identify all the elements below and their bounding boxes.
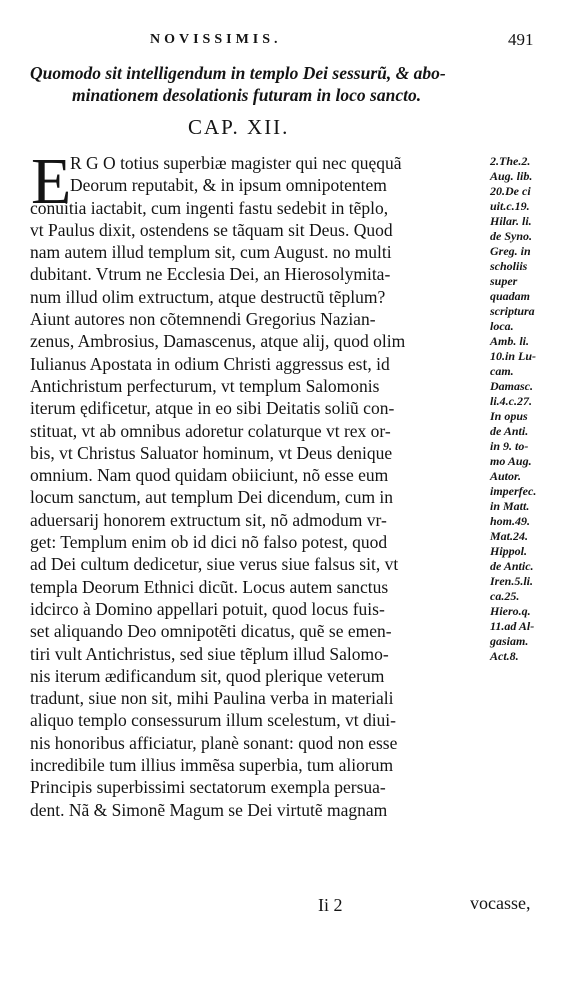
margin-note: in 9. to- [490,439,529,453]
margin-note: 20.De ci [490,184,531,198]
margin-note: in Matt. [490,499,530,513]
chapter-title: CAP. XII. [188,115,290,139]
margin-note: Hilar. li. [490,214,532,228]
margin-note: Hiero.q. [490,604,531,618]
margin-note: de Antic. [490,559,534,573]
heading-line-1: Quomodo sit intelligendum in templo Dei sessurũ, & abo- [30,63,446,83]
body-line: iterum ędificetur, atque in eo sibi Deitatis soliũ con- [30,398,395,419]
margin-note: Mat.24. [490,529,529,543]
margin-note: de Anti. [490,424,529,438]
body-line: tradunt, siue non sit, mihi Paulina verba in materiali [30,688,394,709]
body-line: aduersarij honorem extructum sit, nõ admodum vr- [30,509,387,530]
body-line: Aiunt autores non cõtemnendi Gregorius Nazian- [30,309,376,330]
body-line: templa Deorum Ethnici dicũt. Locus autem sanctus [30,576,389,597]
margin-note: Greg. in [490,244,531,258]
body-line: Principis superbissimi sectatorum exempla persua- [30,777,386,798]
margin-note: Amb. li. [490,334,530,348]
margin-note: Hippol. [490,544,528,558]
chapter-heading [30,62,500,106]
body-line: tiri vult Antichristus, sed siue tẽplum illud Salomo- [30,643,389,664]
body-line: nis iterum ædificandum sit, quod plerique veterum [30,665,385,686]
margin-note: de Syno. [490,229,532,243]
drop-cap: E [31,145,72,218]
body-line: bis, vt Christus Saluator hominum, vt Deus denique [30,442,393,463]
body-line: stituat, vt ab omnibus adoretur colaturque vt rex or- [30,420,391,441]
body-line: conuitia iactabit, cum ingenti fastu sedebit in tẽplo, [30,197,389,218]
margin-note: Iren.5.li. [490,574,534,588]
margin-note: 2.The.2. [490,154,531,168]
running-head: NOVISSIMIS. [150,32,282,47]
catchword: vocasse, [470,893,531,913]
margin-note: In opus [490,409,528,423]
margin-note: gasiam. [490,634,529,648]
body-line: omnium. Nam quod quidam obiiciunt, nõ esse eum [30,465,389,486]
margin-note: Damasc. [490,379,533,393]
margin-note: loca. [490,319,514,333]
body-line: vt Paulus dixit, ostendens se tãquam sit Deus. Quod [30,219,393,240]
margin-note: imperfec. [490,484,537,498]
margin-note: hom.49. [490,514,531,528]
margin-note: scholiis [490,259,528,273]
heading-line-2: minationem desolationis futuram in loco sancto. [72,85,422,105]
margin-note: uit.c.19. [490,199,530,213]
page-number: 491 [508,30,534,49]
margin-note: scriptura [490,304,535,318]
body-line: nis honoribus afficiatur, planè sonant: quod non esse [30,732,398,753]
body-line: Antichristum perfecturum, vt templum Salomonis [30,375,380,396]
margin-note: quadam [490,289,531,303]
body-line: set aliquando Deo omnipotẽti dicatus, quẽ se emen- [30,621,392,642]
body-line: dubitant. Vtrum ne Ecclesia Dei, an Hierosolymita- [30,264,391,285]
margin-note: Aug. lib. [490,169,533,183]
body-line: zenus, Ambrosius, Damascenus, atque alij, quod olim [30,331,406,352]
body-text [30,145,490,821]
body-line: incredibile tum illius immẽsa superbia, tum aliorum [30,755,394,776]
body-line: nam autem illud templum sit, cum August. no multi [30,242,392,263]
margin-note: super [490,274,518,288]
body-line: idcirco à Domino appellari potuit, quod locus fuis- [30,598,385,619]
margin-note: 10.in Lu- [490,349,537,363]
margin-note: Autor. [490,469,522,483]
body-line: locum sanctum, aut templum Dei dicendum, cum in [30,487,394,508]
body-line: Deorum reputabit, & in ipsum omnipotentem [70,175,387,196]
margin-notes [490,154,580,664]
body-line: num illud olim extructum, atque destructũ tẽplum? [30,286,386,307]
body-line: R G O totius superbiæ magister qui nec quęquã [70,153,402,173]
margin-note: Act.8. [490,649,519,663]
body-line: dent. Nã & Simonẽ Magum se Dei virtutẽ magnam [30,799,388,820]
body-line: ad Dei cultum dedicetur, siue verus siue falsus sit, vt [30,554,399,575]
body-line: aliquo templo consessurum illum scelestum, vt diui- [30,710,396,731]
body-line: Iulianus Apostata in odium Christi aggressus est, id [30,353,390,374]
margin-note: 11.ad Al- [490,619,535,633]
margin-note: cam. [490,364,514,378]
margin-note: mo Aug. [490,454,532,468]
margin-note: li.4.c.27. [490,394,532,408]
signature-mark: Ii 2 [318,895,343,915]
margin-note: ca.25. [490,589,520,603]
body-line: get: Templum enim ob id dici nõ falso potest, quod [30,532,388,553]
